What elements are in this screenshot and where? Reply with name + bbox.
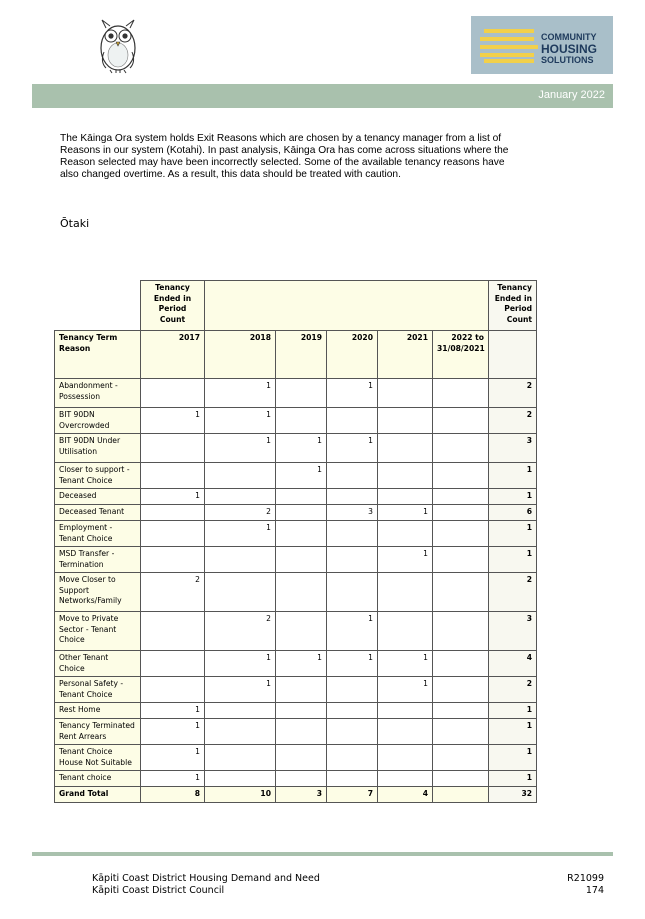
count-cell [378, 745, 433, 771]
reason-cell: Abandonment - Possession [55, 379, 141, 408]
count-cell [276, 745, 327, 771]
area-heading: Ōtaki [60, 217, 90, 230]
count-cell: 1 [276, 651, 327, 677]
count-cell [327, 745, 378, 771]
year-header-2021: 2021 [378, 331, 433, 379]
count-cell: 2 [205, 612, 276, 651]
count-cell [327, 463, 378, 489]
count-cell [276, 489, 327, 505]
reason-cell: BIT 90DN Under Utilisation [55, 434, 141, 463]
count-cell: 1 [141, 719, 205, 745]
count-cell [433, 547, 489, 573]
count-cell: 1 [378, 505, 433, 521]
count-cell: 1 [205, 434, 276, 463]
count-cell: 1 [141, 745, 205, 771]
count-cell [378, 408, 433, 434]
logo-bars-icon [480, 29, 538, 63]
count-cell: 1 [327, 379, 378, 408]
report-date: January 2022 [538, 89, 605, 101]
count-cell: 1 [205, 408, 276, 434]
count-cell [141, 547, 205, 573]
count-cell [433, 573, 489, 612]
count-cell [141, 505, 205, 521]
table-row [55, 573, 537, 612]
reason-cell: Move to Private Sector - Tenant Choice [55, 612, 141, 651]
count-cell [327, 771, 378, 787]
table-row [55, 505, 537, 521]
count-cell [433, 677, 489, 703]
table-row [55, 703, 537, 719]
table-row [55, 463, 537, 489]
count-cell [141, 463, 205, 489]
count-cell [378, 771, 433, 787]
reason-cell: Tenant Choice House Not Suitable [55, 745, 141, 771]
count-cell [378, 521, 433, 547]
count-cell: 1 [327, 434, 378, 463]
count-cell [433, 651, 489, 677]
count-cell [378, 703, 433, 719]
count-cell [433, 612, 489, 651]
count-cell: 1 [205, 651, 276, 677]
count-cell [205, 547, 276, 573]
count-cell [276, 573, 327, 612]
grand-total-sum: 32 [489, 787, 537, 803]
count-cell [205, 771, 276, 787]
footer-page-number: 174 [585, 885, 604, 896]
reason-cell: Deceased Tenant [55, 505, 141, 521]
grand-total-cell: 3 [276, 787, 327, 803]
count-cell [141, 677, 205, 703]
row-total-cell: 1 [489, 703, 537, 719]
count-cell [141, 379, 205, 408]
logo-text [541, 32, 597, 66]
count-cell: 1 [276, 463, 327, 489]
intro-paragraph: The Kāinga Ora system holds Exit Reasons which are chosen by a tenancy manager from a list of Reasons in our system (Kotahi). In past analysis, Kāinga Ora has come across situations where the Reason selected may have been incorrectly selected. Some of the available tenancy reasons have also changed overtime. As a result, this data should be treated with caution. [60, 133, 509, 180]
row-total-cell: 1 [489, 745, 537, 771]
table-row [55, 677, 537, 703]
reason-cell: Rest Home [55, 703, 141, 719]
logo-text-line-1: COMMUNITY [541, 32, 597, 42]
row-total-cell: 1 [489, 521, 537, 547]
table-row [55, 547, 537, 573]
count-cell [276, 408, 327, 434]
row-total-cell: 3 [489, 434, 537, 463]
period-header-span [205, 281, 489, 331]
count-cell [276, 703, 327, 719]
community-housing-solutions-logo [471, 16, 613, 74]
grand-total-cell: 8 [141, 787, 205, 803]
count-cell: 1 [141, 408, 205, 434]
count-cell [378, 719, 433, 745]
footer-right [567, 873, 604, 897]
count-cell [205, 489, 276, 505]
footer-left [92, 873, 320, 897]
table-row [55, 434, 537, 463]
count-cell [141, 651, 205, 677]
count-cell [205, 573, 276, 612]
count-cell [433, 434, 489, 463]
count-cell: 1 [327, 651, 378, 677]
footer-report-code: R21099 [567, 873, 604, 884]
count-cell [141, 612, 205, 651]
count-cell [327, 547, 378, 573]
table-row [55, 719, 537, 745]
count-cell [276, 719, 327, 745]
count-cell [205, 719, 276, 745]
count-cell [327, 573, 378, 612]
count-cell [327, 489, 378, 505]
count-cell [327, 521, 378, 547]
year-header-2020: 2020 [327, 331, 378, 379]
row-total-cell: 1 [489, 547, 537, 573]
table-header-row-years [55, 331, 537, 379]
footer-council: Kāpiti Coast District Council [92, 885, 225, 896]
total-header-blank [489, 331, 537, 379]
year-header-2017: 2017 [141, 331, 205, 379]
count-cell [327, 677, 378, 703]
row-total-cell: 1 [489, 463, 537, 489]
reason-cell: Employment - Tenant Choice [55, 521, 141, 547]
count-cell: 1 [205, 677, 276, 703]
count-cell [378, 434, 433, 463]
count-cell: 1 [378, 547, 433, 573]
count-cell: 1 [141, 489, 205, 505]
row-total-cell: 6 [489, 505, 537, 521]
count-cell [378, 489, 433, 505]
count-cell [141, 434, 205, 463]
table-row [55, 745, 537, 771]
tenancy-exit-reasons-table [54, 280, 537, 803]
count-cell: 3 [327, 505, 378, 521]
count-cell [378, 612, 433, 651]
grand-total-cell: 4 [378, 787, 433, 803]
reason-cell: Deceased [55, 489, 141, 505]
count-cell: 1 [205, 521, 276, 547]
count-cell [433, 489, 489, 505]
count-cell: 1 [205, 379, 276, 408]
count-cell [327, 408, 378, 434]
reason-cell: MSD Transfer - Termination [55, 547, 141, 573]
table-row [55, 651, 537, 677]
count-cell [327, 703, 378, 719]
grand-total-cell: 7 [327, 787, 378, 803]
footer-report-title: Kāpiti Coast District Housing Demand and Need [92, 873, 320, 884]
count-cell: 1 [276, 434, 327, 463]
count-cell [205, 463, 276, 489]
table-header-row-period [55, 281, 537, 331]
count-cell: 1 [378, 651, 433, 677]
count-cell: 1 [141, 703, 205, 719]
reason-cell: Tenancy Terminated Rent Arrears [55, 719, 141, 745]
year-header-2022: 2022 to 31/08/2021 [433, 331, 489, 379]
reason-cell: Tenant choice [55, 771, 141, 787]
count-cell [276, 677, 327, 703]
count-cell [205, 703, 276, 719]
reason-cell: Closer to support - Tenant Choice [55, 463, 141, 489]
table-body [55, 379, 537, 787]
count-cell [433, 745, 489, 771]
count-cell: 2 [205, 505, 276, 521]
row-total-cell: 2 [489, 379, 537, 408]
count-cell [276, 547, 327, 573]
count-cell: 1 [378, 677, 433, 703]
count-cell [433, 719, 489, 745]
grand-total-label: Grand Total [55, 787, 141, 803]
grand-total-cell: 10 [205, 787, 276, 803]
table-row [55, 612, 537, 651]
reason-header: Tenancy Term Reason [55, 331, 141, 379]
reason-cell: Move Closer to Support Networks/Family [55, 573, 141, 612]
logo-text-line-2: HOUSING [541, 42, 598, 56]
count-cell: 1 [327, 612, 378, 651]
count-cell [205, 745, 276, 771]
table-row [55, 521, 537, 547]
row-total-cell: 2 [489, 573, 537, 612]
header-band [32, 84, 613, 108]
blank-corner-cell [55, 281, 141, 331]
period-header: Tenancy Ended in Period Count [141, 281, 205, 331]
count-cell [378, 379, 433, 408]
grand-total-row [55, 787, 537, 803]
count-cell [141, 521, 205, 547]
count-cell [276, 521, 327, 547]
reason-cell: Personal Safety - Tenant Choice [55, 677, 141, 703]
table-row [55, 489, 537, 505]
row-total-cell: 1 [489, 489, 537, 505]
row-total-cell: 2 [489, 408, 537, 434]
logo-text-line-3: SOLUTIONS [541, 55, 594, 65]
count-cell: 1 [141, 771, 205, 787]
year-header-2018: 2018 [205, 331, 276, 379]
table-row [55, 379, 537, 408]
reason-cell: Other Tenant Choice [55, 651, 141, 677]
row-total-cell: 2 [489, 677, 537, 703]
table-row [55, 408, 537, 434]
count-cell [276, 505, 327, 521]
count-cell [276, 612, 327, 651]
row-total-cell: 1 [489, 771, 537, 787]
reason-cell: BIT 90DN Overcrowded [55, 408, 141, 434]
count-cell [433, 408, 489, 434]
year-header-2019: 2019 [276, 331, 327, 379]
row-total-cell: 4 [489, 651, 537, 677]
count-cell [433, 703, 489, 719]
count-cell [327, 719, 378, 745]
row-total-cell: 1 [489, 719, 537, 745]
count-cell [433, 379, 489, 408]
count-cell [433, 521, 489, 547]
count-cell [378, 463, 433, 489]
grand-total-cell [433, 787, 489, 803]
count-cell [433, 771, 489, 787]
count-cell [378, 573, 433, 612]
total-period-header: Tenancy Ended in Period Count [489, 281, 537, 331]
count-cell [433, 505, 489, 521]
row-total-cell: 3 [489, 612, 537, 651]
count-cell [276, 771, 327, 787]
footer-rule [32, 852, 613, 856]
count-cell [276, 379, 327, 408]
owl-logo-icon [92, 18, 144, 74]
count-cell [433, 463, 489, 489]
count-cell: 2 [141, 573, 205, 612]
table-row [55, 771, 537, 787]
